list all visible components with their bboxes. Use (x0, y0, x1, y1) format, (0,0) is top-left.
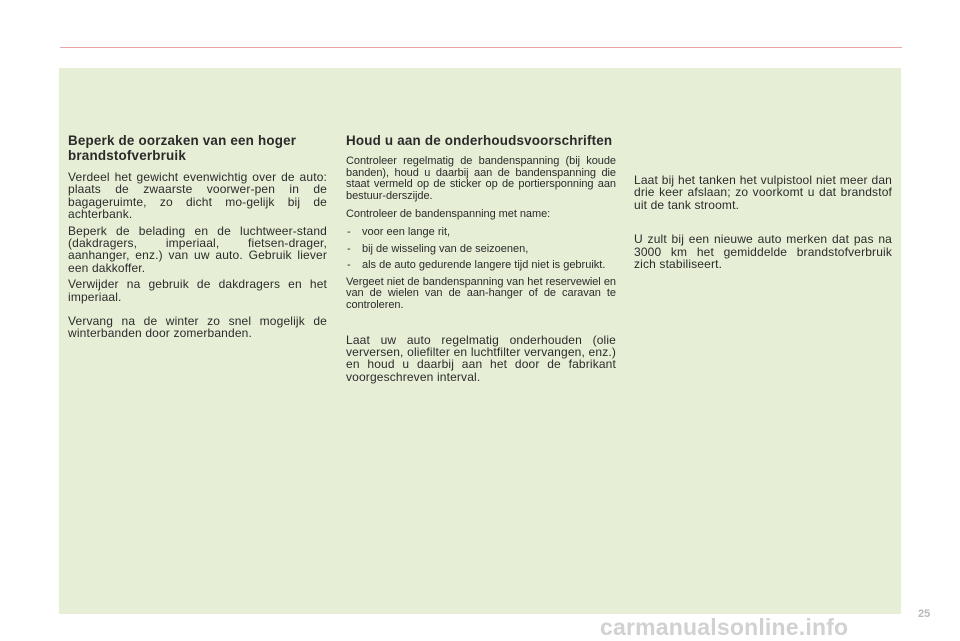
page-number: 25 (918, 608, 931, 620)
top-rule (60, 47, 902, 48)
column-refuelling (634, 174, 892, 270)
column-fuel-causes (68, 133, 327, 340)
list-item: - als de auto gedurende langere tijd niet is gebruikt. (347, 259, 606, 272)
dash-marker: - (347, 225, 351, 238)
paragraph-new-car: U zult bij een nieuwe auto merken dat pas na 3000 km het gemiddelde brandstofverbruik zich stabiliseert. (634, 232, 892, 272)
heading-maintenance: Houd u aan de onderhoudsvoorschriften (346, 133, 613, 148)
paragraph-service: Laat uw auto regelmatig onderhouden (olie verversen, oliefilter en luchtfilter vervangen, enz.) en houd u daarbij aan het door de fabrikant voorgeschreven interval. (346, 332, 616, 384)
column-maintenance (346, 133, 616, 383)
paragraph-pressure-when: Controleer de bandenspanning met name: (346, 208, 551, 221)
paragraph-spare-wheel: Vergeet niet de bandenspanning van het reservewiel en van de wielen van de aan-hanger of de caravan te controleren. (346, 275, 616, 311)
paragraph-load: Beperk de belading en de luchtweer-stand (dakdragers, imperiaal, fietsen-drager, aanhanger, enz.) van uw auto. Gebruik liever een dakkoffer. (68, 223, 327, 275)
paragraph-refuel: Laat bij het tanken het vulpistool niet meer dan drie keer afslaan; zo voorkomt u dat brandstof uit de tank stroomt. (634, 173, 892, 212)
paragraph-pressure: Controleer regelmatig de bandenspanning (bij koude banden), houd u daarbij aan de bandenspanning die staat vermeld op de sticker op de portiersponning aan bestuur-derszijde. (346, 155, 616, 202)
dash-marker: - (347, 259, 351, 272)
paragraph-weight: Verdeel het gewicht evenwichtig over de auto: plaats de zwaarste voorwer-pen in de bagageruimte, zo dicht mo-gelijk bij de achterbank. (68, 170, 327, 222)
paragraph-tyres: Vervang na de winter zo snel mogelijk de winterbanden door zomerbanden. (68, 314, 327, 341)
list-item: - bij de wisseling van de seizoenen, (347, 242, 529, 255)
list-item: - voor een lange rit, (347, 225, 451, 238)
dash-marker: - (347, 242, 351, 255)
pressure-list (346, 227, 616, 272)
paragraph-roofbars: Verwijder na gebruik de dakdragers en het imperiaal. (68, 277, 327, 304)
watermark-logo: carmanualsonline.info (600, 614, 849, 640)
heading-fuel-causes: Beperk de oorzaken van een hoger brandstofverbruik (68, 133, 297, 163)
